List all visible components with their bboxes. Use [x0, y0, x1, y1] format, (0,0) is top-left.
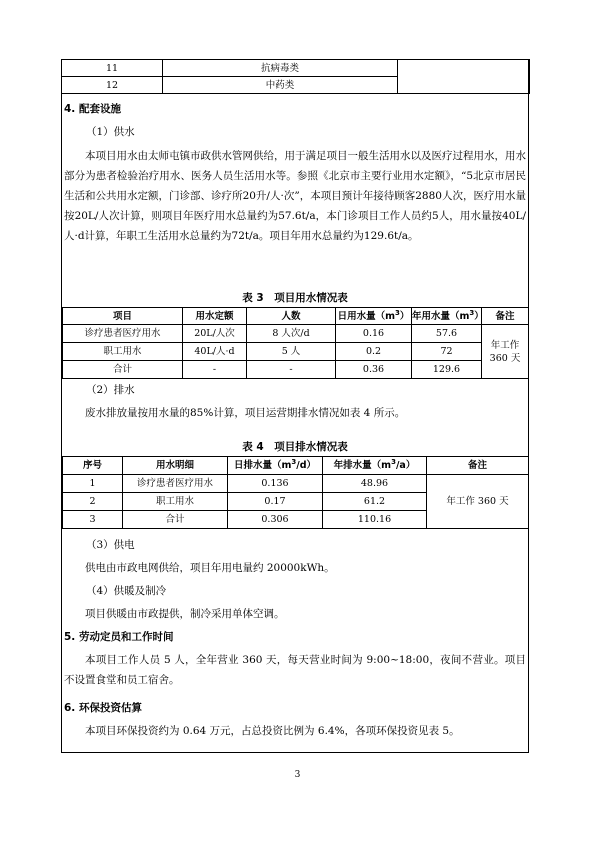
section-heading: 4. 配套设施	[64, 103, 121, 115]
table-cell: -	[183, 361, 247, 379]
table-cell: 职工用水	[123, 493, 228, 511]
column-header: 用水定额	[183, 308, 247, 325]
table-cell: 0.2	[336, 343, 412, 361]
subsection-heading: （3）供电	[86, 539, 135, 551]
table-row	[62, 60, 530, 77]
table-cell: 职工用水	[63, 343, 183, 361]
table-cell: 61.2	[323, 493, 427, 511]
column-header: 序号	[63, 457, 123, 475]
paragraph: 本项目用水由太师屯镇市政供水管网供给，用于满足项目一般生活用水以及医疗过程用水，用水部分为患者检验治疗用水、医务人员生活用水等。参照《北京市主要行业用水定额》，“5北京市居民生活和公共用水定额，门诊部、诊疗所20升/人·次”，本项目预计年接待顾客2880人次，医疗用水量按20L/人次计算，则项目年医疗用水总量约为57.6t/a，本门诊项目工作人员约5人，用水量按40L/人·d计算，年职工生活用水总量约为72t/a。项目年用水总量约为129.6t/a。	[64, 150, 526, 242]
table-cell: 12	[62, 77, 163, 94]
table-cell: 110.16	[323, 511, 427, 529]
paragraph: 本项目工作人员 5 人，全年营业 360 天，每天营业时间为 9:00~18:00，夜间不营业。项目不设置食堂和员工宿舍。	[64, 654, 526, 686]
table-cell: 0.136	[228, 475, 323, 493]
column-header: 日用水量$(m^3)$	[336, 308, 412, 325]
paragraph: 废水排放量按用水量的85%计算，项目运营期排水情况如表 4 所示。	[85, 407, 406, 419]
table-cell: 3	[63, 511, 123, 529]
paragraph: 本项目环保投资约为 0.64 万元，占总投资比例为 6.4%，各项环保投资见表 5。	[85, 725, 460, 737]
table-cell: 0.36	[336, 361, 412, 379]
table-caption: 表 3 项目用水情况表	[242, 292, 348, 304]
table-cell: 40L/人·d	[183, 343, 247, 361]
table-cell: 129.6	[412, 361, 482, 379]
table-cell: 0.306	[228, 511, 323, 529]
table-cell: 合计	[63, 361, 183, 379]
table-row	[63, 361, 529, 379]
section-heading: 5. 劳动定员和工作时间	[64, 631, 174, 643]
table-cell: 57.6	[412, 325, 482, 343]
column-header: 年排水量$(m^3/a)$	[323, 457, 427, 475]
note-cell: 年工作 360 天	[427, 475, 529, 529]
table-cell: 72	[412, 343, 482, 361]
table-cell: -	[247, 361, 336, 379]
table-row	[63, 475, 529, 493]
table-row	[63, 343, 529, 361]
note-line: 年工作	[490, 339, 520, 351]
water-use-table	[62, 307, 529, 379]
column-header: 项目	[63, 308, 183, 325]
table-cell: 2	[63, 493, 123, 511]
table-caption: 表 4 项目排水情况表	[242, 441, 348, 453]
table-cell: 1	[63, 475, 123, 493]
drainage-table	[62, 456, 529, 529]
note-line: 360 天	[489, 352, 521, 364]
table-cell: 8 人次/d	[247, 325, 336, 343]
subsection-heading: （1）供水	[86, 126, 135, 138]
section-heading: 6. 环保投资估算	[64, 702, 142, 714]
column-header: 备注	[427, 457, 529, 475]
column-header: 人数	[247, 308, 336, 325]
table-cell: 20L/人次	[183, 325, 247, 343]
note-cell	[482, 325, 529, 379]
table-cell: 抗病毒类	[163, 60, 398, 77]
table-header-row	[63, 457, 529, 475]
paragraph: 供电由市政电网供给，项目年用电量约 20000kWh。	[85, 562, 335, 574]
table-cell: 48.96	[323, 475, 427, 493]
table-cell: 11	[62, 60, 163, 77]
paragraph: 项目供暖由市政提供，制冷采用单体空调。	[85, 608, 285, 620]
page-number: 3	[294, 770, 301, 780]
subsection-heading: （2）排水	[86, 384, 135, 396]
table-cell: 诊疗患者医疗用水	[63, 325, 183, 343]
column-header: 用水明细	[123, 457, 228, 475]
subsection-heading: （4）供暖及制冷	[86, 585, 167, 597]
table-cell: 诊疗患者医疗用水	[123, 475, 228, 493]
table-cell-empty	[398, 60, 530, 94]
column-header: 备注	[482, 308, 529, 325]
table-header-row	[63, 308, 529, 325]
table-cell: 合计	[123, 511, 228, 529]
table-row	[63, 325, 529, 343]
table-cell: 0.17	[228, 493, 323, 511]
table-cell: 中药类	[163, 77, 398, 94]
top-table	[61, 59, 530, 94]
column-header: 日排水量$(m^3/d)$	[228, 457, 323, 475]
column-header: 年用水量$(m^3)$	[412, 308, 482, 325]
table-cell: 5 人	[247, 343, 336, 361]
table-cell: 0.16	[336, 325, 412, 343]
